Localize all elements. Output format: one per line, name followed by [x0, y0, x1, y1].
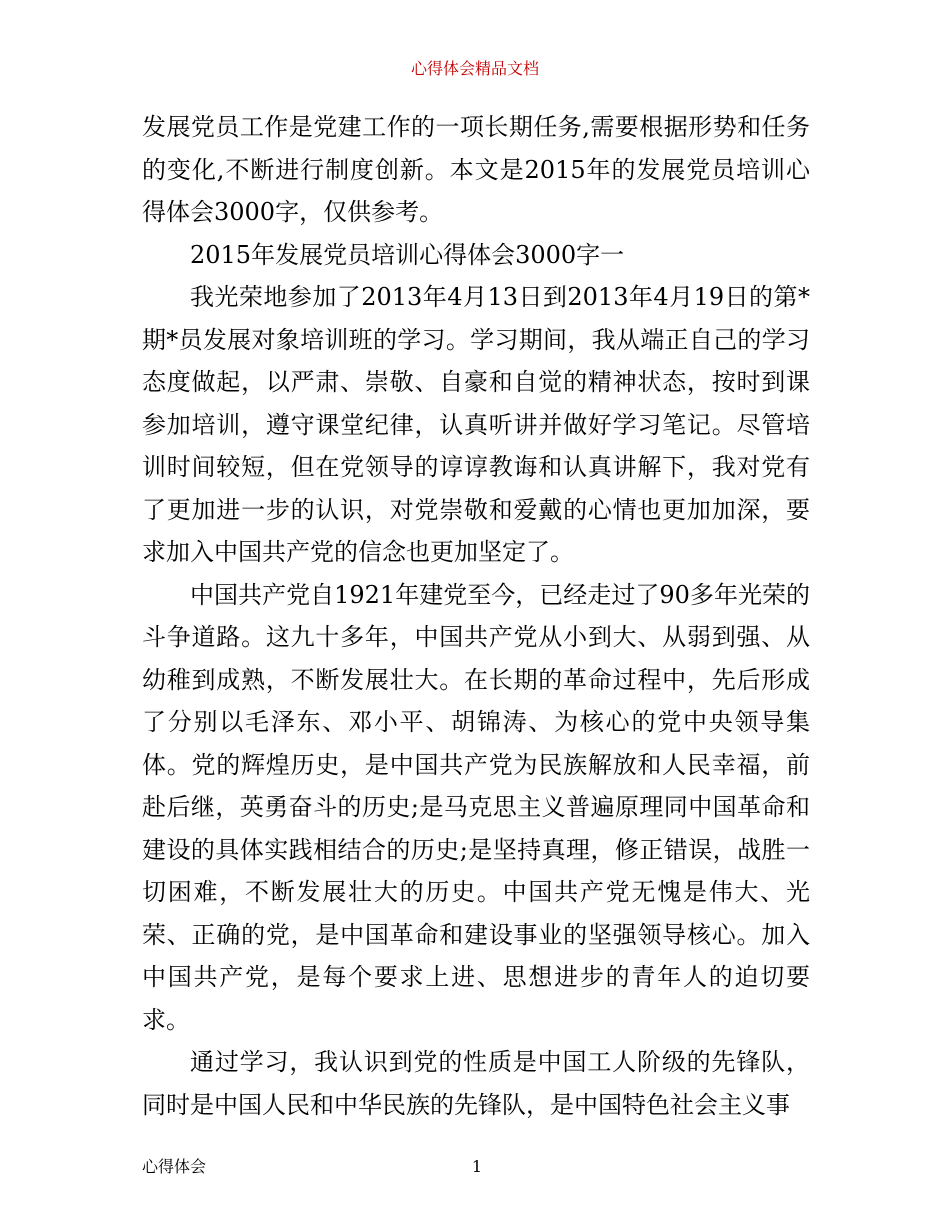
- section-heading: 2015年发展党员培训心得体会3000字一: [190, 240, 625, 269]
- footer-label: 心得体会: [142, 1157, 207, 1176]
- document-body: [142, 106, 810, 1126]
- body-paragraph: 我光荣地参加了2013年4月13日到2013年4月19日的第*期*员发展对象培训班的学习。学习期间，我从端正自己的学习态度做起，以严肃、崇敬、自豪和自觉的精神状态，按时到课参加培训，遵守课堂纪律，认真听讲并做好学习笔记。尽管培训时间较短，但在党领导的谆谆教诲和认真讲解下，我对党有了更加进一步的认识，对党崇敬和爱戴的心情也更加加深，要求加入中国共产党的信念也更加坚定了。: [142, 283, 810, 566]
- body-paragraph: 通过学习，我认识到党的性质是中国工人阶级的先锋队，同时是中国人民和中华民族的先锋队，是中国特色社会主义事: [142, 1048, 810, 1119]
- body-paragraph: 中国共产党自1921年建党至今，已经走过了90多年光荣的斗争道路。这九十多年，中国共产党从小到大、从弱到强、从幼稚到成熟，不断发展壮大。在长期的革命过程中，先后形成了分别以毛泽东、邓小平、胡锦涛、为核心的党中央领导集体。党的辉煌历史，是中国共产党为民族解放和人民幸福，前赴后继，英勇奋斗的历史;是马克思主义普遍原理同中国革命和建设的具体实践相结合的历史;是坚持真理，修正错误，战胜一切困难，不断发展壮大的历史。中国共产党无愧是伟大、光荣、正确的党，是中国革命和建设事业的坚强领导核心。加入中国共产党，是每个要求上进、思想进步的青年人的迫切要求。: [142, 580, 810, 1034]
- page-number: 1: [471, 1157, 483, 1176]
- document-header-title: 心得体会精品文档: [410, 59, 539, 78]
- intro-paragraph: 发展党员工作是党建工作的一项长期任务,需要根据形势和任务的变化,不断进行制度创新。本文是2015年的发展党员培训心得体会3000字，仅供参考。: [142, 113, 810, 226]
